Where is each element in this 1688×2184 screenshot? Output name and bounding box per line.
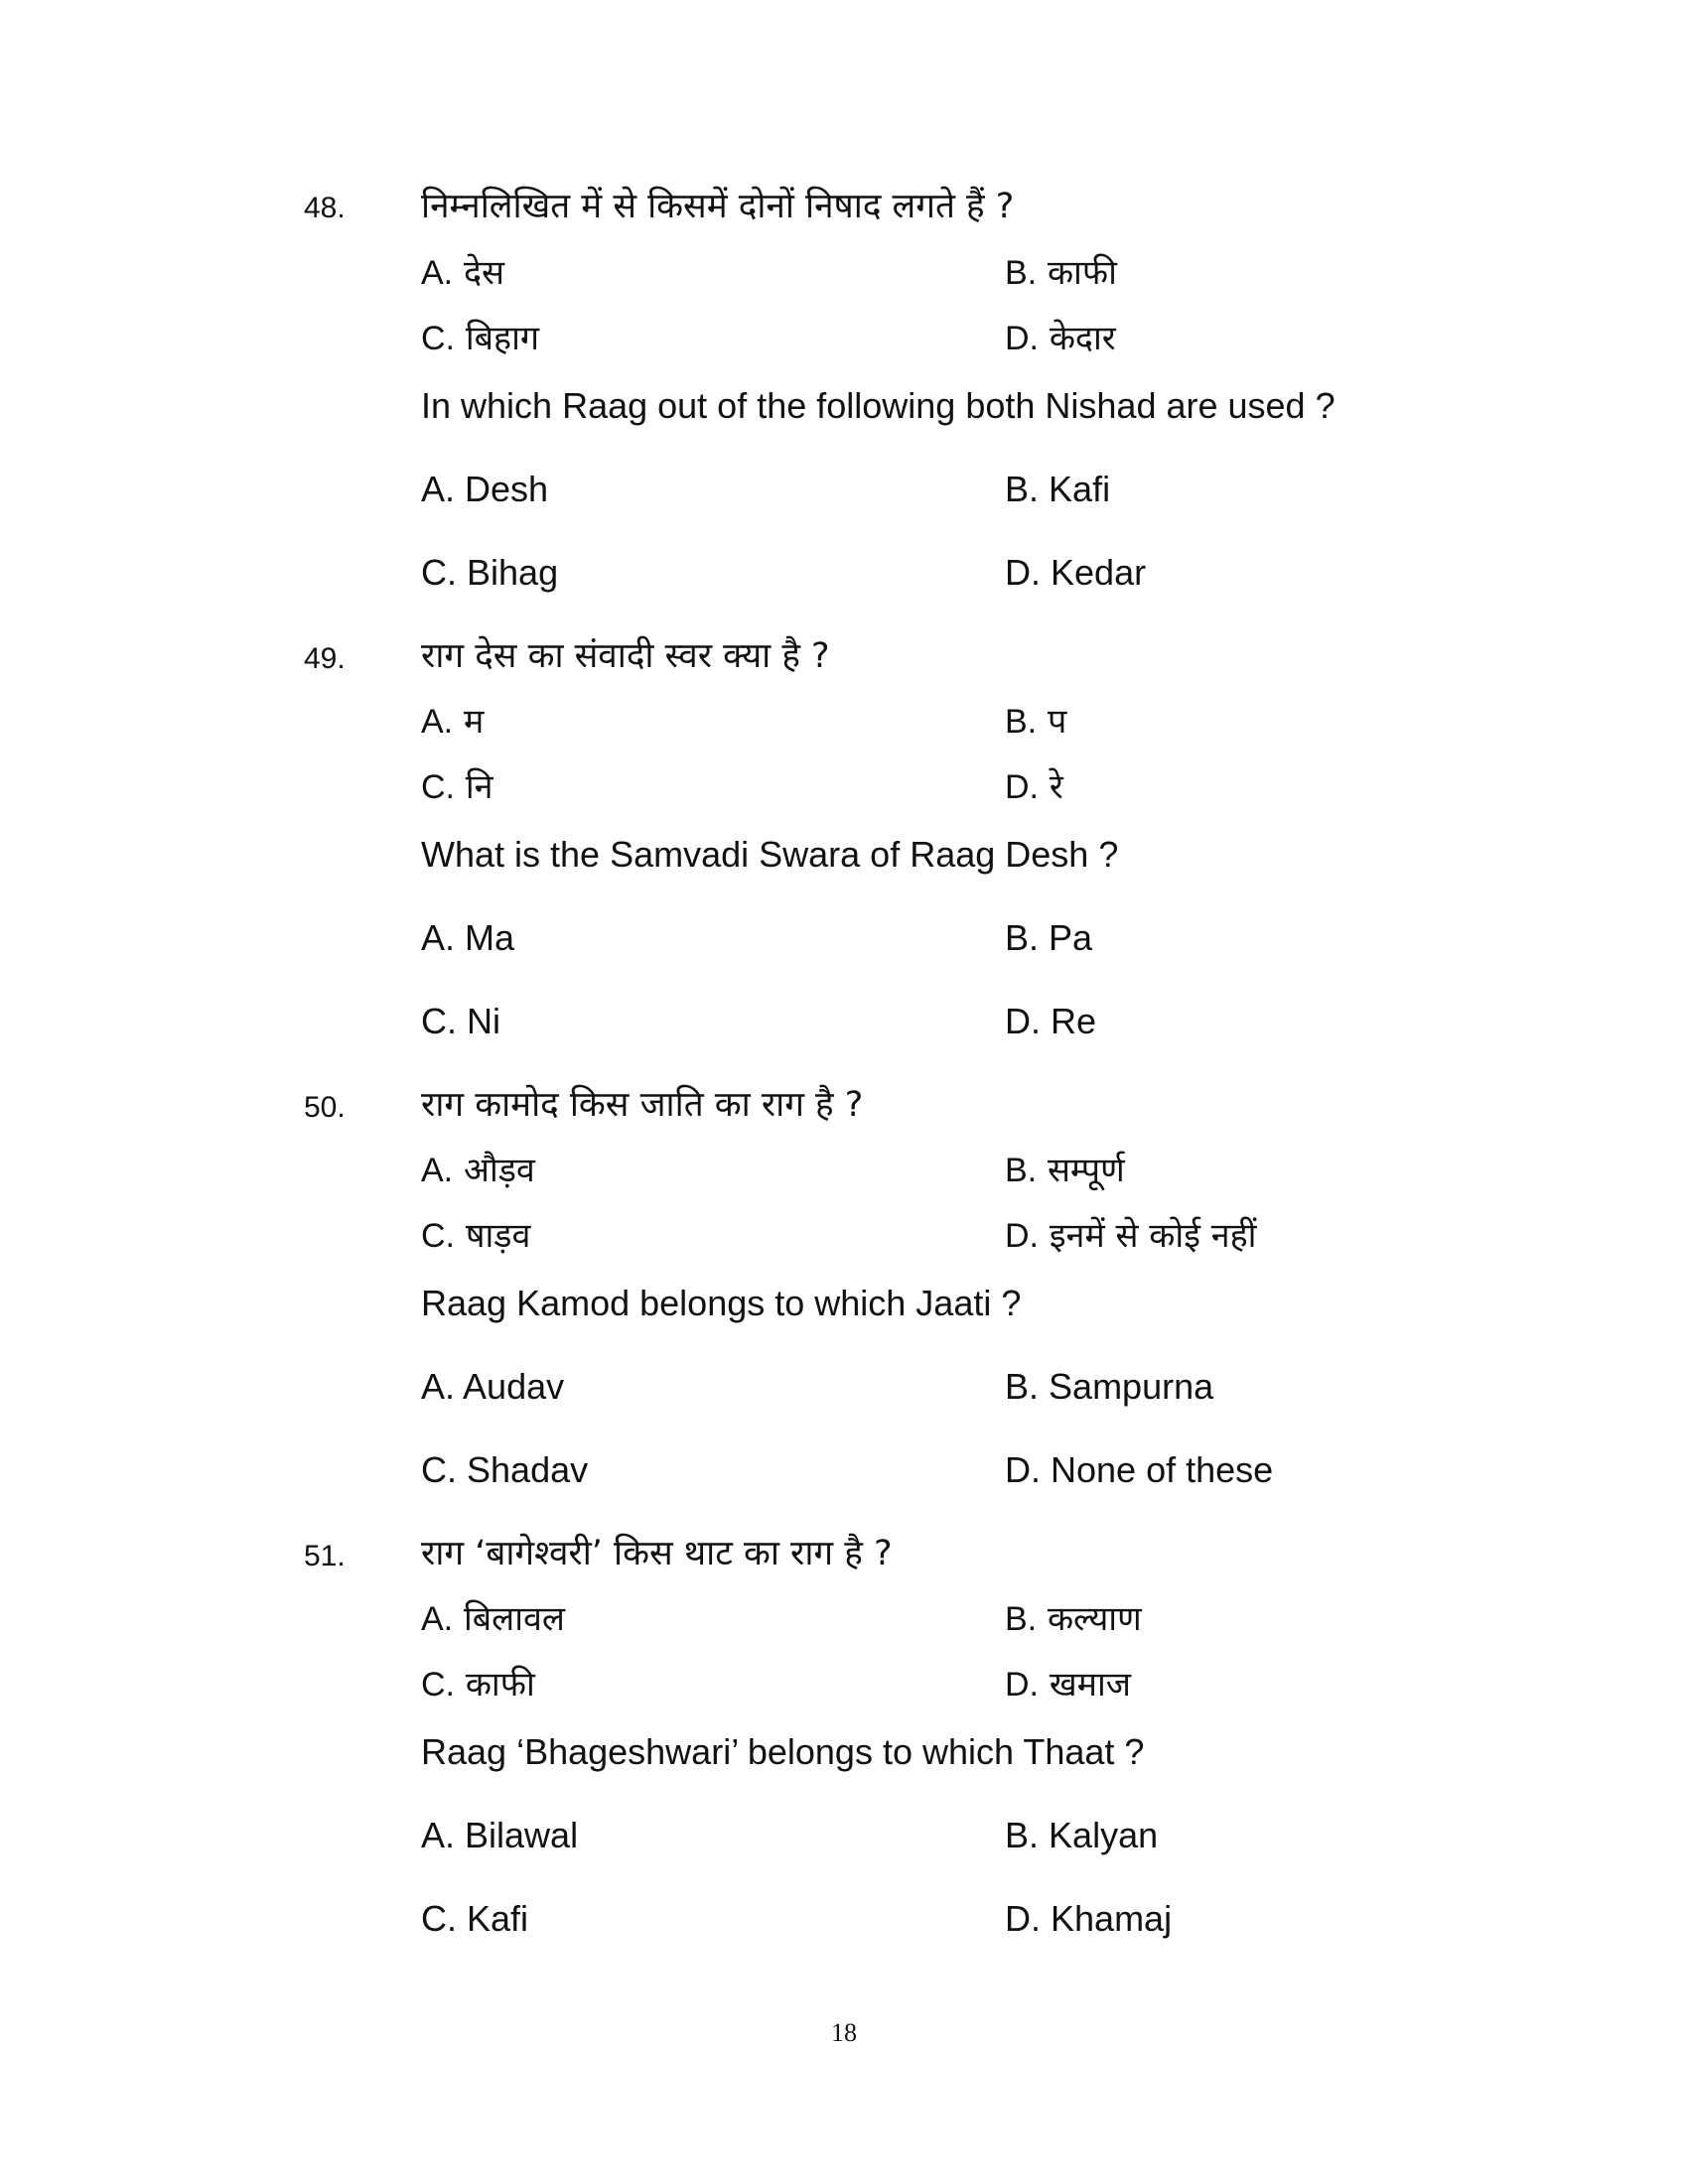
- english-option-d: D. Re: [1005, 1001, 1097, 1041]
- hindi-option-a: A. औड़व: [421, 1151, 535, 1190]
- hindi-option-d: D. खमाज: [1005, 1665, 1131, 1705]
- hindi-option-d: D. इनमें से कोई नहीं: [1005, 1216, 1257, 1256]
- english-option-b: B. Sampurna: [1005, 1366, 1214, 1407]
- hindi-option-d: D. केदार: [1005, 319, 1116, 358]
- english-option-d: D. Khamaj: [1005, 1898, 1173, 1939]
- english-option-b: B. Pa: [1005, 917, 1093, 958]
- english-option-a: A. Ma: [421, 917, 515, 958]
- question-text-hindi: राग ‘बागेश्वरी’ किस थाट का राग है ?: [421, 1534, 893, 1573]
- question-text-english: In which Raag out of the following both Nishad are used ?: [421, 385, 1336, 426]
- english-option-b: B. Kafi: [1005, 469, 1111, 509]
- question-text-hindi: राग देस का संवादी स्वर क्या है ?: [421, 636, 830, 676]
- english-option-b: B. Kalyan: [1005, 1815, 1159, 1855]
- hindi-option-b: B. कल्याण: [1005, 1599, 1142, 1639]
- english-option-d: D. None of these: [1005, 1449, 1274, 1490]
- english-option-c: C. Shadav: [421, 1449, 589, 1490]
- page-number: 18: [831, 2018, 857, 2047]
- question-text-hindi: राग कामोद किस जाति का राग है ?: [421, 1085, 864, 1125]
- hindi-option-a: A. देस: [421, 253, 504, 293]
- hindi-option-c: C. नि: [421, 767, 493, 807]
- question-text-english: Raag ‘Bhageshwari’ belongs to which Thaat ?: [421, 1731, 1145, 1772]
- question-number: 48.: [304, 192, 346, 224]
- hindi-option-b: B. काफी: [1005, 253, 1117, 293]
- question-text-english: Raag Kamod belongs to which Jaati ?: [421, 1283, 1022, 1323]
- english-option-a: A. Audav: [421, 1366, 565, 1407]
- english-option-a: A. Bilawal: [421, 1815, 579, 1855]
- hindi-option-b: B. प: [1005, 702, 1067, 742]
- question-number: 51.: [304, 1540, 346, 1572]
- hindi-option-a: A. म: [421, 702, 485, 742]
- hindi-option-c: C. बिहाग: [421, 319, 540, 358]
- question-number: 50.: [304, 1091, 346, 1124]
- question-number: 49.: [304, 642, 346, 675]
- hindi-option-a: A. बिलावल: [421, 1599, 565, 1639]
- english-option-c: C. Bihag: [421, 552, 559, 593]
- hindi-option-b: B. सम्पूर्ण: [1005, 1151, 1125, 1190]
- english-option-d: D. Kedar: [1005, 552, 1147, 593]
- english-option-a: A. Desh: [421, 469, 549, 509]
- english-option-c: C. Kafi: [421, 1898, 529, 1939]
- hindi-option-c: C. काफी: [421, 1665, 535, 1705]
- hindi-option-d: D. रे: [1005, 767, 1063, 807]
- hindi-option-c: C. षाड़व: [421, 1216, 531, 1256]
- question-text-hindi: निम्नलिखित में से किसमें दोनों निषाद लगते हैं ?: [421, 187, 1015, 226]
- english-option-c: C. Ni: [421, 1001, 501, 1041]
- question-text-english: What is the Samvadi Swara of Raag Desh ?: [421, 834, 1119, 875]
